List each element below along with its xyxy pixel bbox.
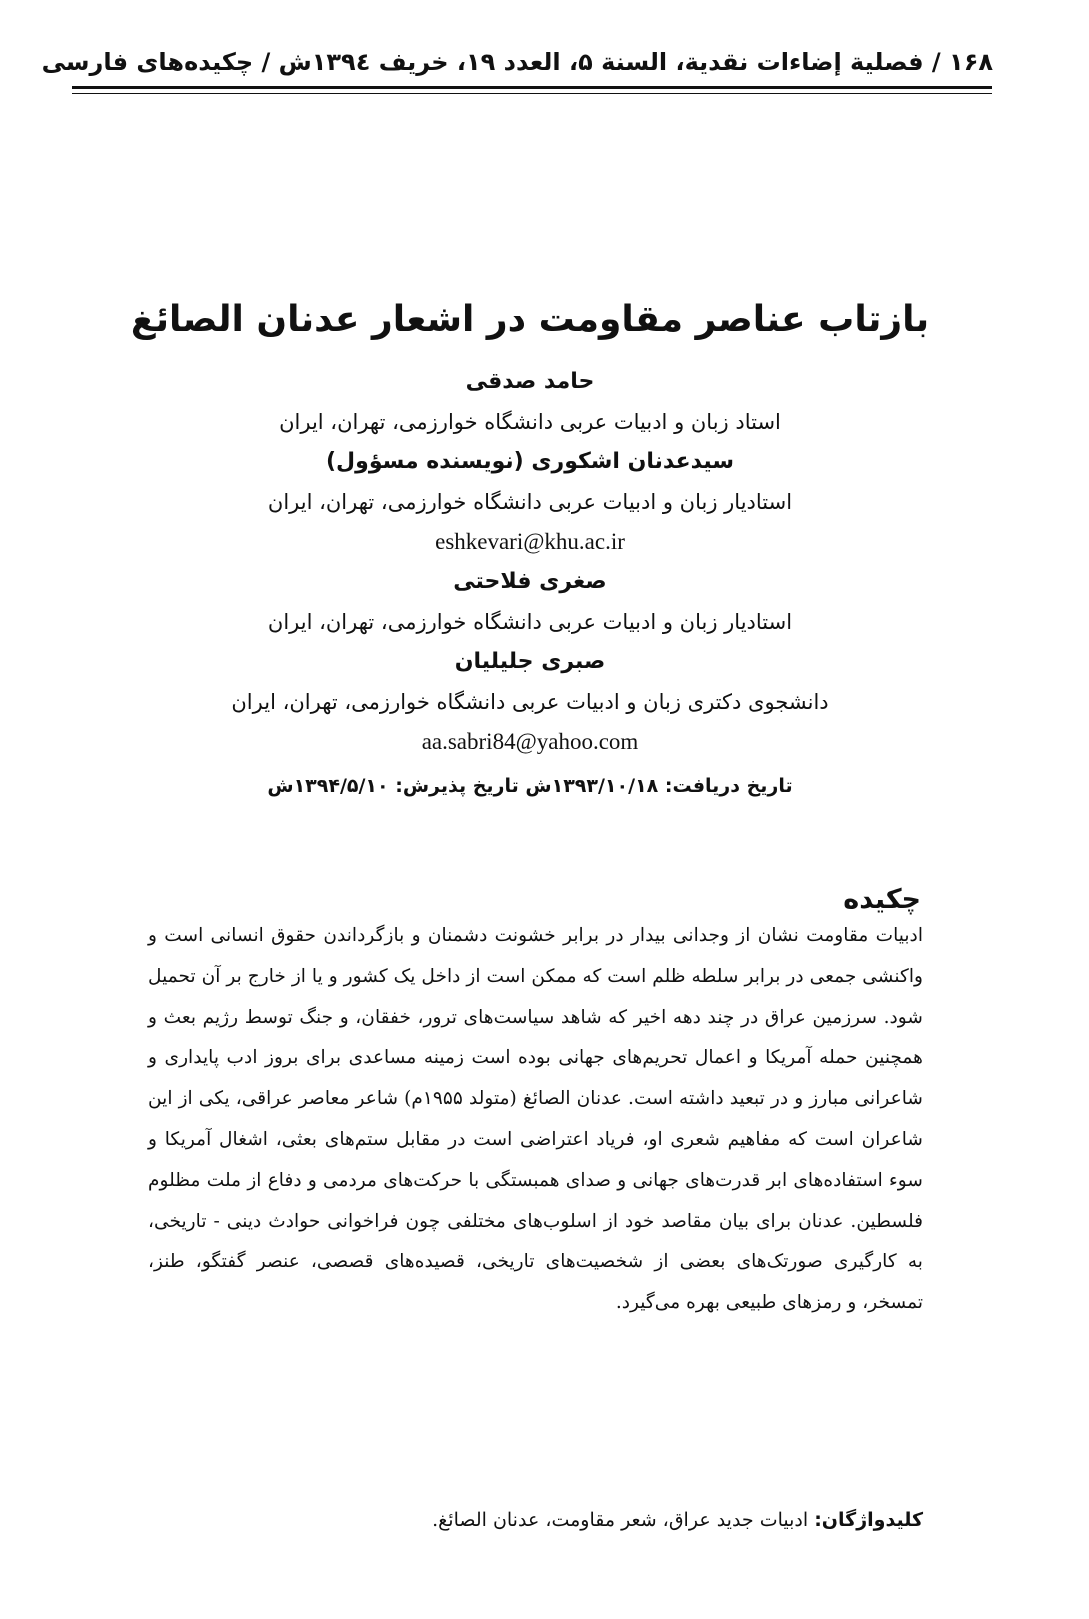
article-title: بازتاب عناصر مقاومت در اشعار عدنان الصائغ (130, 299, 930, 340)
author-email[interactable]: aa.sabri84@yahoo.com (421, 729, 639, 754)
author-affiliation: استاد زبان و ادبیات عربی دانشگاه خوارزمی، تهران، ایران (279, 410, 781, 434)
header-rule-thin (72, 93, 992, 94)
author-name: صبری جلیلیان (454, 649, 606, 674)
header-rule (72, 86, 992, 89)
author-email[interactable]: eshkevari@khu.ac.ir (435, 529, 625, 554)
author-affiliation: دانشجوی دکتری زبان و ادبیات عربی دانشگاه خوارزمی، تهران، ایران (231, 690, 829, 714)
running-header: ۱۶۸ / فصلية إضاءات نقدية، السنة ۵، العدد ۱۹، خريف ۱۳۹٤ش / چکیده‌های فارسی (41, 48, 993, 76)
keywords-text: ادبیات جدید عراق، شعر مقاومت، عدنان الصائغ. (432, 1509, 809, 1531)
abstract-heading: چکیده (843, 884, 921, 915)
abstract-body: ادبیات مقاومت نشان از وجدانی بیدار در برابر خشونت دشمنان و بازگرداندن حقوق انسانی است و واکنشی جمعی در برابر سلطه ظلم است که ممکن است از داخل یک کشور و یا از خارج بر آن تحمیل شود. سرزمین عراق در چند دهه اخیر که شاهد سیاست‌های ترور، خفقان، و جنگ توسط رژیم بعث و همچنین حمله آمریکا و اعمال تحریم‌های جهانی بوده است زمینه مساعدی برای بروز ادب پایداری و شاعرانی مبارز و در تبعید داشته است. عدنان الصائغ (متولد ۱۹۵۵م) شاعر معاصر عراقی، یکی از این شاعران است که مفاهیم شعری او، فریاد اعتراضی است در مقابل ستم‌های بعثی، اشغال آمریکا و سوء استفاده‌های ابر قدرت‌های جهانی و صدای همبستگی با حرکت‌های مردمی و دفاع از ملت مظلوم فلسطین. عدنان برای بیان مقاصد خود از اسلوب‌های مختلفی چون فراخوانی حوادث دینی - تاریخی، به کارگیری صورتک‌های بعضی از شخصیت‌های تاریخی، قصیده‌های قصصی، عنصر گفتگو، طنز، تمسخر، و رمزهای طبیعی بهره می‌گیرد. (148, 925, 923, 1314)
author-name: سیدعدنان اشکوری (نویسنده مسؤول) (326, 449, 734, 474)
author-affiliation: استادیار زبان و ادبیات عربی دانشگاه خوارزمی، تهران، ایران (267, 610, 793, 634)
author-name: صغری فلاحتی (453, 569, 607, 594)
author-affiliation: استادیار زبان و ادبیات عربی دانشگاه خوارزمی، تهران، ایران (267, 490, 793, 514)
author-name: حامد صدقی (465, 369, 595, 394)
submission-dates: تاریخ دریافت: ۱۳۹۳/۱۰/۱۸ش تاریخ پذیرش: ۱۳۹۴/۵/۱۰ش (267, 775, 793, 797)
author-block (90, 362, 970, 806)
keywords-line (148, 1500, 923, 1540)
keywords-label: کلیدواژگان: (814, 1509, 923, 1531)
